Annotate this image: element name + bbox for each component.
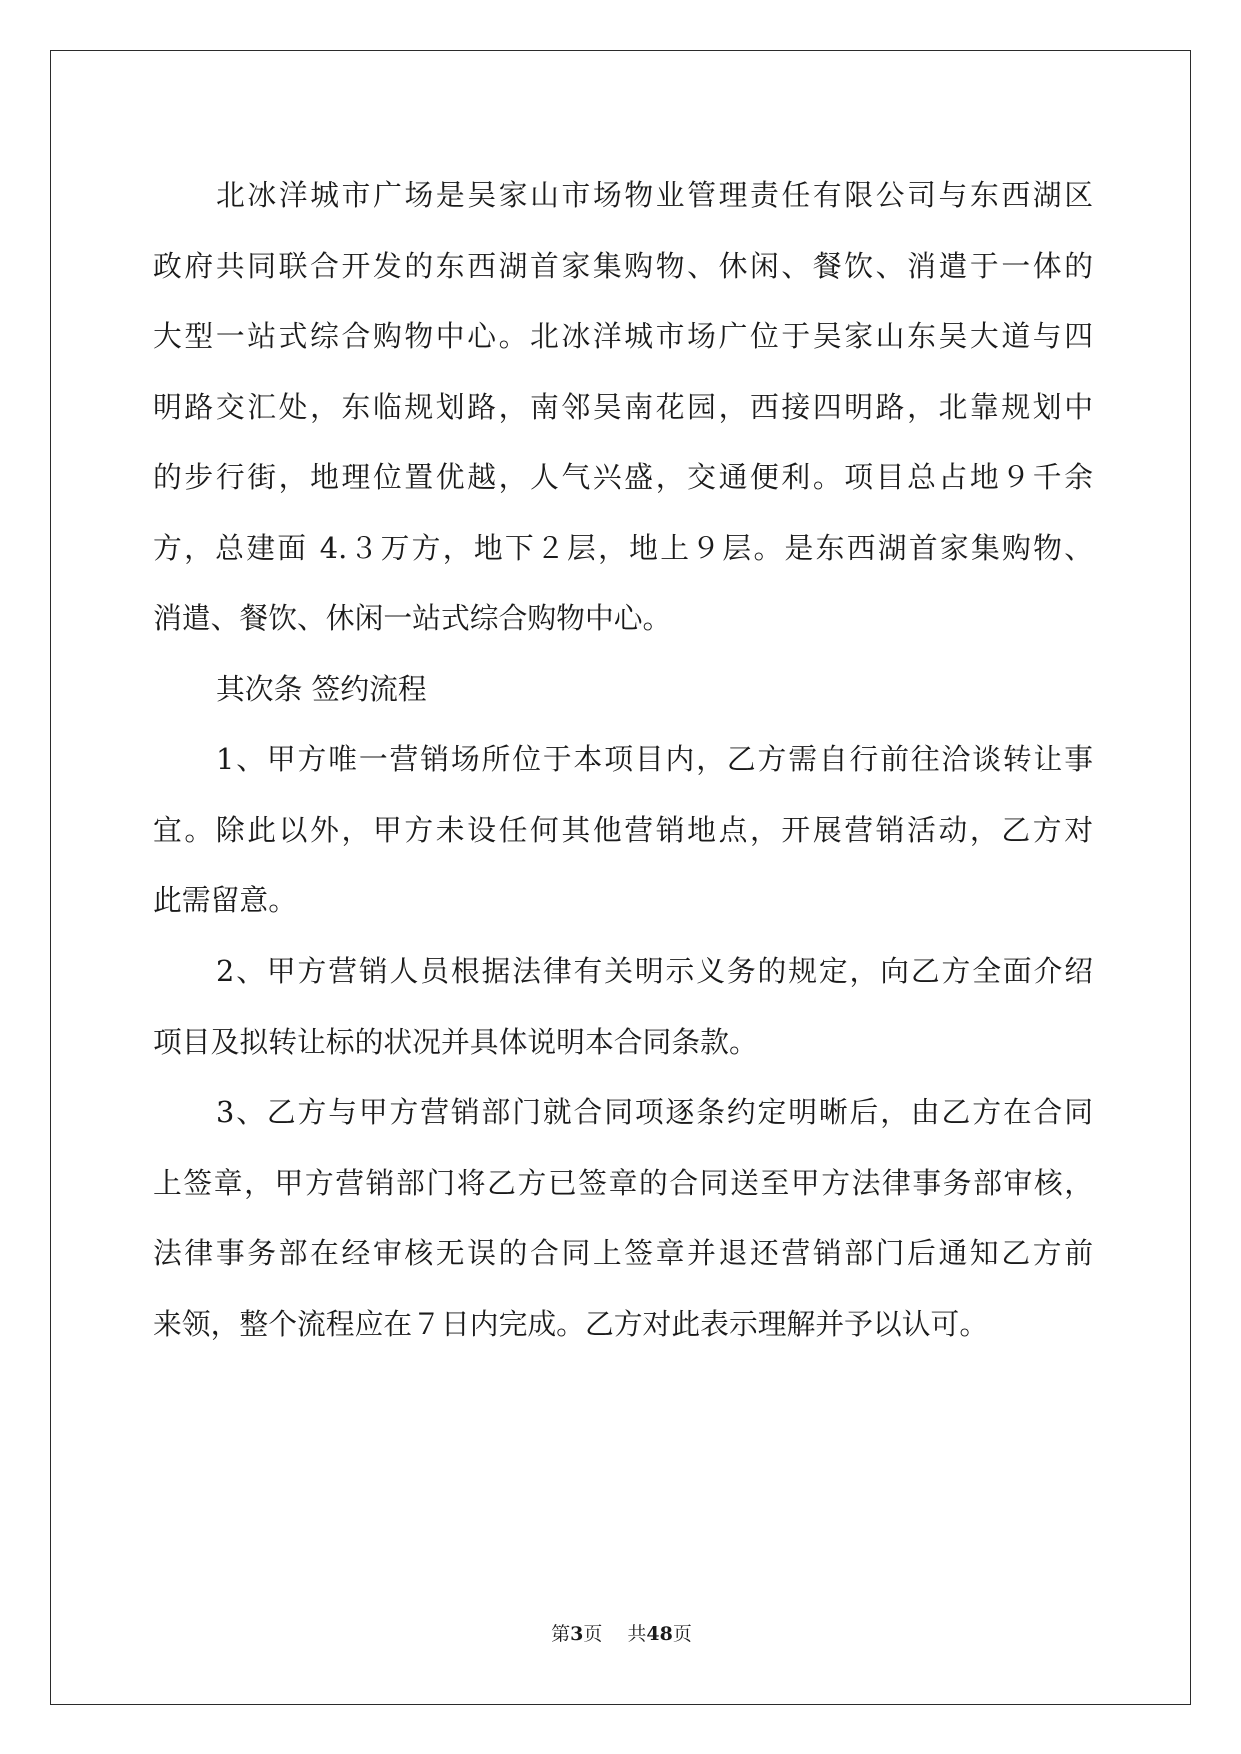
paragraph-line: 此需留意。 bbox=[153, 883, 297, 917]
total-prefix: 共 bbox=[627, 1623, 647, 1645]
page-footer bbox=[51, 1619, 1192, 1646]
paragraph-line: 北冰洋城市广场是吴家山市场物业管理责任有限公司与东西湖区 bbox=[216, 178, 1093, 212]
total-suffix: 页 bbox=[672, 1623, 692, 1645]
total-pages: 48 bbox=[646, 1623, 673, 1645]
page-suffix: 页 bbox=[583, 1623, 603, 1645]
paragraph-line: 来领，整个流程应在７日内完成。乙方对此表示理解并予以认可。 bbox=[153, 1307, 989, 1341]
paragraph-line: 明路交汇处，东临规划路，南邻吴南花园，西接四明路，北靠规划中 bbox=[153, 390, 1093, 424]
paragraph-line: 2、甲方营销人员根据法律有关明示义务的规定，向乙方全面介绍 bbox=[216, 954, 1093, 988]
paragraph-line: 法律事务部在经审核无误的合同上签章并退还营销部门后通知乙方前 bbox=[153, 1236, 1093, 1270]
paragraph-line: 政府共同联合开发的东西湖首家集购物、休闲、餐饮、消遣于一体的 bbox=[153, 249, 1093, 283]
paragraph-line: 的步行街，地理位置优越，人气兴盛，交通便利。项目总占地９千余 bbox=[153, 460, 1093, 494]
paragraph-line: 3、乙方与甲方营销部门就合同项逐条约定明晰后，由乙方在合同 bbox=[216, 1095, 1093, 1129]
section-heading: 其次条 签约流程 bbox=[216, 672, 427, 706]
paragraph-line: 1、甲方唯一营销场所位于本项目内，乙方需自行前往洽谈转让事 bbox=[216, 742, 1093, 776]
paragraph-line: 宜。除此以外，甲方未设任何其他营销地点，开展营销活动，乙方对 bbox=[153, 813, 1093, 847]
paragraph-line: 上签章，甲方营销部门将乙方已签章的合同送至甲方法律事务部审核， bbox=[153, 1166, 1093, 1200]
page-prefix: 第 bbox=[551, 1623, 571, 1645]
paragraph-line: 大型一站式综合购物中心。北冰洋城市场广位于吴家山东吴大道与四 bbox=[153, 319, 1093, 353]
paragraph-line: 消遣、餐饮、休闲一站式综合购物中心。 bbox=[153, 601, 672, 635]
page-frame bbox=[50, 50, 1191, 1705]
paragraph-line: 项目及拟转让标的状况并具体说明本合同条款。 bbox=[153, 1025, 758, 1059]
page-number: 3 bbox=[570, 1623, 584, 1645]
paragraph-line: 方，总建面 4.３万方，地下２层，地上９层。是东西湖首家集购物、 bbox=[153, 531, 1093, 565]
